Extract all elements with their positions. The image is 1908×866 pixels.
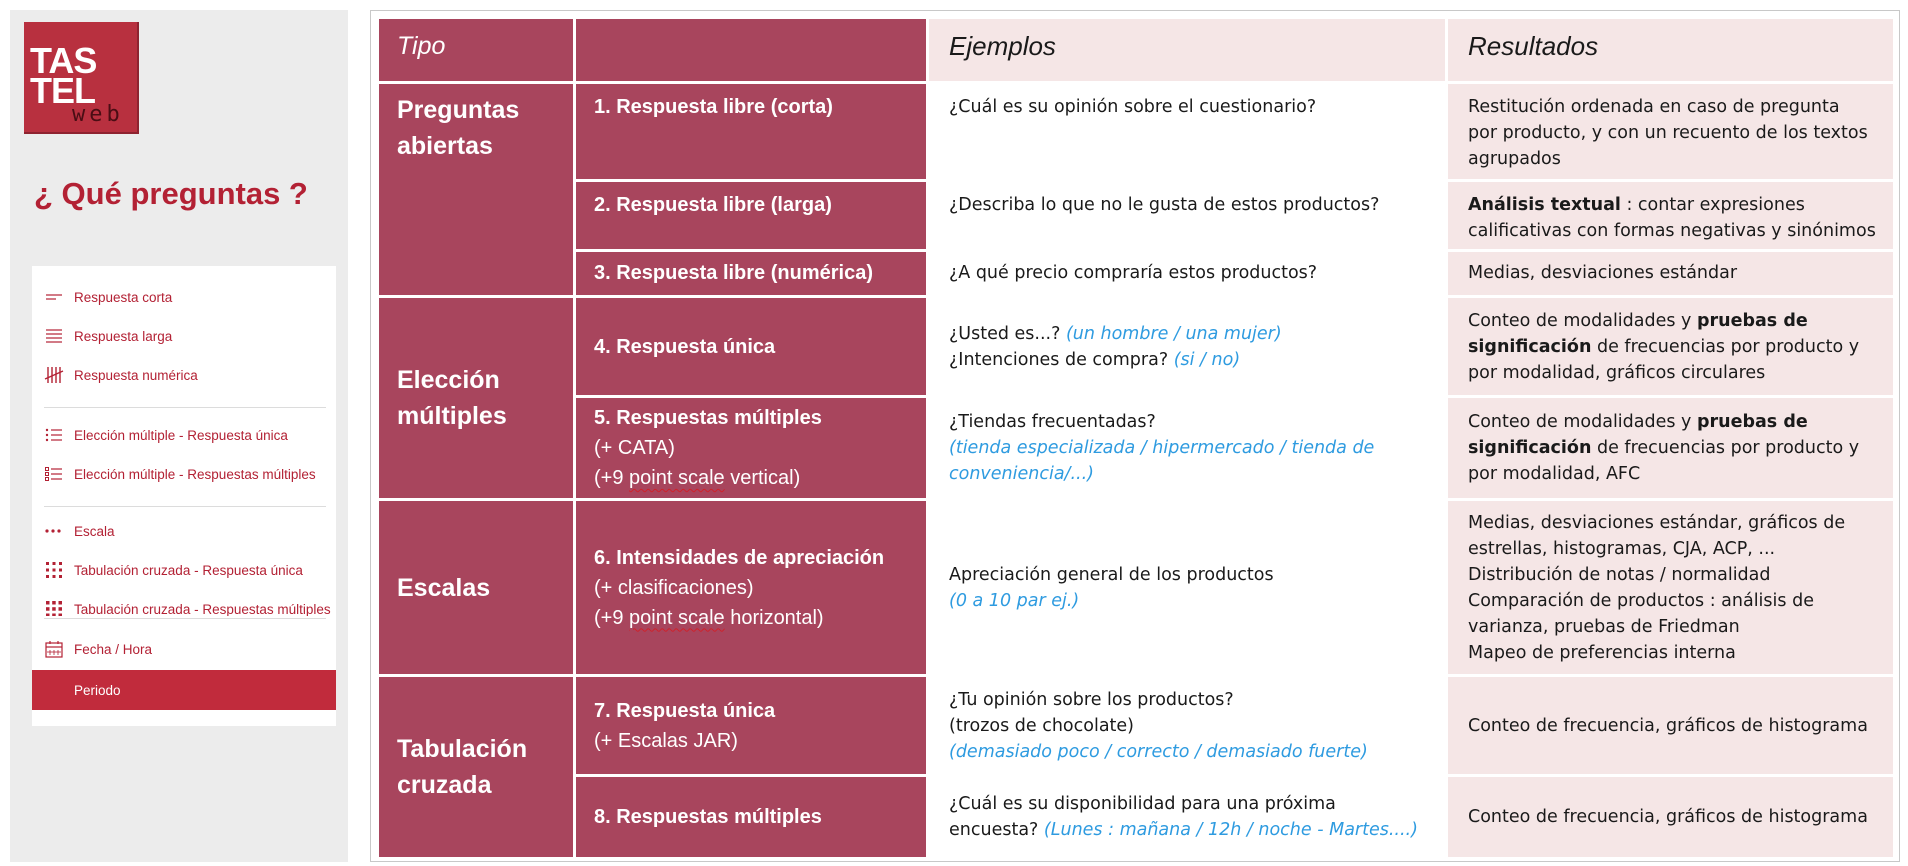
row-5-result-pre: Conteo de modalidades y — [1468, 412, 1697, 432]
group-label-line: Escalas — [397, 573, 491, 602]
header-tipo: Tipo — [379, 19, 573, 81]
row-5-example — [929, 398, 1445, 498]
row-7-type — [576, 677, 926, 774]
panel-title: ¿ Qué preguntas ? — [34, 176, 308, 211]
row-5-title: 5. Respuestas múltiples — [594, 407, 822, 429]
menu-item-escala[interactable] — [32, 512, 336, 550]
menu-item-eleccion-multiples[interactable] — [32, 455, 336, 493]
row-8-example — [929, 777, 1445, 857]
logo-text-3: web — [72, 102, 124, 127]
menu-item-label: Escala — [74, 523, 115, 539]
row-4-title: 4. Respuesta única — [594, 335, 776, 358]
row-5-type — [576, 398, 926, 498]
menu-item-label: Respuesta numérica — [74, 367, 198, 383]
row-5-result-bold2: significación — [1468, 438, 1592, 458]
row-7-example-q: ¿Tu opinión sobre los productos? — [949, 689, 1234, 710]
row-6-example-q: Apreciación general de los productos — [949, 564, 1274, 585]
grid-single-icon — [44, 560, 64, 580]
question-type-menu-bottom — [32, 616, 336, 726]
group-eleccion-multiples — [379, 298, 573, 498]
group-label-line: Tabulación — [397, 735, 528, 763]
row-6-example-a: (0 a 10 par ej.) — [949, 590, 1080, 611]
long-text-icon — [44, 326, 64, 346]
row-6-result-line: Distribución de notas / normalidad — [1468, 564, 1771, 585]
row-1-type — [576, 84, 926, 179]
row-4-example-a2: (si / no) — [1173, 349, 1241, 370]
group-label-line: abiertas — [397, 132, 493, 160]
row-6-example — [929, 501, 1445, 674]
row-5-result — [1448, 398, 1893, 498]
question-type-menu — [32, 266, 336, 616]
row-5-result-line: por modalidad, AFC — [1468, 464, 1641, 484]
row-4-result-mid: de frecuencias por producto y — [1591, 336, 1860, 357]
row-8-example-q2: encuesta? — [949, 820, 1044, 840]
row-6-type — [576, 501, 926, 674]
menu-item-eleccion-unica[interactable] — [32, 416, 336, 454]
row-4-result — [1448, 298, 1893, 395]
short-text-icon — [44, 287, 64, 307]
logo-text-1: TAS — [30, 40, 97, 81]
row-1-example — [929, 84, 1445, 179]
menu-item-respuesta-numerica[interactable] — [32, 356, 336, 394]
row-7-title: 7. Respuesta única — [594, 699, 776, 722]
row-7-result-text: Conteo de frecuencia, gráficos de histograma — [1468, 715, 1868, 736]
row-2-type — [576, 182, 926, 249]
logo-text-2: TEL — [30, 70, 95, 111]
row-5-sub-pre: (+9 — [594, 467, 630, 489]
row-3-result-text: Medias, desviaciones estándar — [1468, 263, 1738, 283]
dots-scale-icon — [44, 521, 64, 541]
menu-item-label: Tabulación cruzada - Respuestas múltiples — [74, 601, 331, 617]
row-4-result-pre: Conteo de modalidades y — [1468, 310, 1697, 331]
row-5-sub-line: (+ CATA) — [594, 437, 675, 459]
row-7-example-a: (demasiado poco / correcto / demasiado fuerte) — [949, 741, 1368, 762]
row-1-result-line: agrupados — [1468, 149, 1561, 169]
row-8-result-text: Conteo de frecuencia, gráficos de histograma — [1468, 807, 1868, 827]
row-4-example-a1: (un hombre / una mujer) — [1065, 323, 1282, 344]
tastel-logo — [24, 22, 139, 134]
row-5-example-q: ¿Tiendas frecuentadas? — [949, 412, 1156, 432]
menu-item-respuesta-corta[interactable] — [32, 278, 336, 316]
question-types-table — [370, 10, 1900, 862]
row-2-result-rest: : contar expresiones — [1620, 195, 1805, 215]
row-3-example-text: ¿A qué precio compraría estos productos? — [949, 263, 1318, 283]
row-6-result-line: varianza, pruebas de Friedman — [1468, 616, 1740, 637]
row-7-example — [929, 677, 1445, 774]
row-1-result-line: por producto, y con un recuento de los textos — [1468, 123, 1868, 143]
group-escalas — [379, 501, 573, 674]
menu-item-fecha-hora[interactable] — [32, 630, 336, 668]
row-2-example-text: ¿Describa lo que no le gusta de estos productos? — [949, 195, 1380, 215]
menu-item-label: Fecha / Hora — [74, 641, 153, 657]
header-blank — [576, 19, 926, 81]
menu-item-label: Elección múltiple - Respuesta única — [74, 427, 288, 443]
row-6-sub-squiggle: point scale — [629, 606, 725, 629]
tally-icon — [44, 365, 64, 385]
row-8-example-q1: ¿Cuál es su disponibilidad para una próxima — [949, 794, 1336, 814]
header-resultados: Resultados — [1448, 19, 1893, 81]
single-list-icon — [44, 425, 64, 445]
row-3-example — [929, 252, 1445, 295]
row-6-result-line: Comparación de productos : análisis de — [1468, 590, 1814, 611]
row-1-result — [1448, 84, 1893, 179]
row-4-example-q1: ¿Usted es...? — [949, 323, 1066, 344]
menu-item-label: Respuesta larga — [74, 328, 173, 344]
group-preguntas-abiertas — [379, 84, 573, 295]
group-label-line: múltiples — [397, 402, 507, 430]
row-2-title: 2. Respuesta libre (larga) — [594, 194, 832, 216]
row-2-result-bold: Análisis textual — [1468, 195, 1621, 215]
row-5-result-bold1: pruebas de — [1696, 412, 1808, 432]
menu-item-label: Tabulación cruzada - Respuesta única — [74, 562, 303, 578]
menu-item-label: Periodo — [74, 682, 121, 698]
row-6-result-line: Mapeo de preferencias interna — [1468, 642, 1736, 663]
row-4-result-bold2: significación — [1468, 336, 1592, 357]
left-panel — [10, 10, 348, 862]
row-1-example-text: ¿Cuál es su opinión sobre el cuestionario? — [949, 97, 1317, 117]
row-2-result — [1448, 182, 1893, 249]
row-6-result-line: Medias, desviaciones estándar, gráficos de — [1468, 512, 1846, 533]
row-8-result — [1448, 777, 1893, 857]
row-6-sub-line: (+ clasificaciones) — [594, 576, 754, 599]
multi-list-icon — [44, 464, 64, 484]
menu-item-label: Respuesta corta — [74, 289, 173, 305]
group-label-line: Elección — [397, 366, 500, 394]
row-4-type — [576, 298, 926, 395]
row-2-result-line: calificativas con formas negativas y sinónimos — [1468, 221, 1876, 241]
row-5-sub-post: vertical) — [724, 467, 801, 489]
row-1-title: 1. Respuesta libre (corta) — [594, 96, 833, 118]
row-5-example-a1: (tienda especializada / hipermercado / tienda de — [949, 438, 1375, 458]
menu-divider — [44, 618, 326, 619]
row-1-result-line: Restitución ordenada en caso de pregunta — [1468, 97, 1840, 117]
row-4-result-bold1: pruebas de — [1696, 310, 1808, 331]
row-4-example-q2: ¿Intenciones de compra? — [949, 349, 1174, 370]
menu-item-label: Elección múltiple - Respuestas múltiples — [74, 466, 316, 482]
row-8-example-a: (Lunes : mañana / 12h / noche - Martes....) — [1043, 820, 1418, 840]
header-ejemplos: Ejemplos — [929, 19, 1445, 81]
row-7-sub-line: (+ Escalas JAR) — [594, 729, 738, 752]
row-6-result — [1448, 501, 1893, 674]
calendar-icon — [44, 639, 64, 659]
group-label-line: Preguntas — [397, 96, 520, 124]
row-4-result-line: por modalidad, gráficos circulares — [1468, 362, 1766, 383]
row-3-title: 3. Respuesta libre (numérica) — [594, 262, 873, 284]
menu-item-respuesta-larga[interactable] — [32, 317, 336, 355]
row-7-result — [1448, 677, 1893, 774]
row-2-example — [929, 182, 1445, 249]
menu-divider — [44, 407, 326, 408]
menu-item-tabulacion-unica[interactable] — [32, 551, 336, 589]
row-5-sub-squiggle: point scale — [629, 467, 725, 489]
row-6-result-line: estrellas, histogramas, CJA, ACP, ... — [1468, 538, 1776, 559]
row-3-result — [1448, 252, 1893, 295]
row-8-title: 8. Respuestas múltiples — [594, 806, 822, 828]
row-6-title: 6. Intensidades de apreciación — [594, 546, 885, 569]
row-6-sub-pre: (+9 — [594, 606, 630, 629]
row-5-example-a2: conveniencia/...) — [949, 464, 1094, 484]
row-4-example — [929, 298, 1445, 395]
row-7-example-sub: (trozos de chocolate) — [949, 715, 1135, 736]
group-label-line: cruzada — [397, 771, 492, 799]
menu-divider — [44, 506, 326, 507]
row-5-result-mid: de frecuencias por producto y — [1591, 438, 1860, 458]
row-8-type — [576, 777, 926, 857]
menu-item-periodo[interactable] — [32, 670, 336, 710]
group-tabulacion-cruzada — [379, 677, 573, 857]
row-3-type — [576, 252, 926, 295]
row-6-sub-post: horizontal) — [724, 606, 824, 629]
